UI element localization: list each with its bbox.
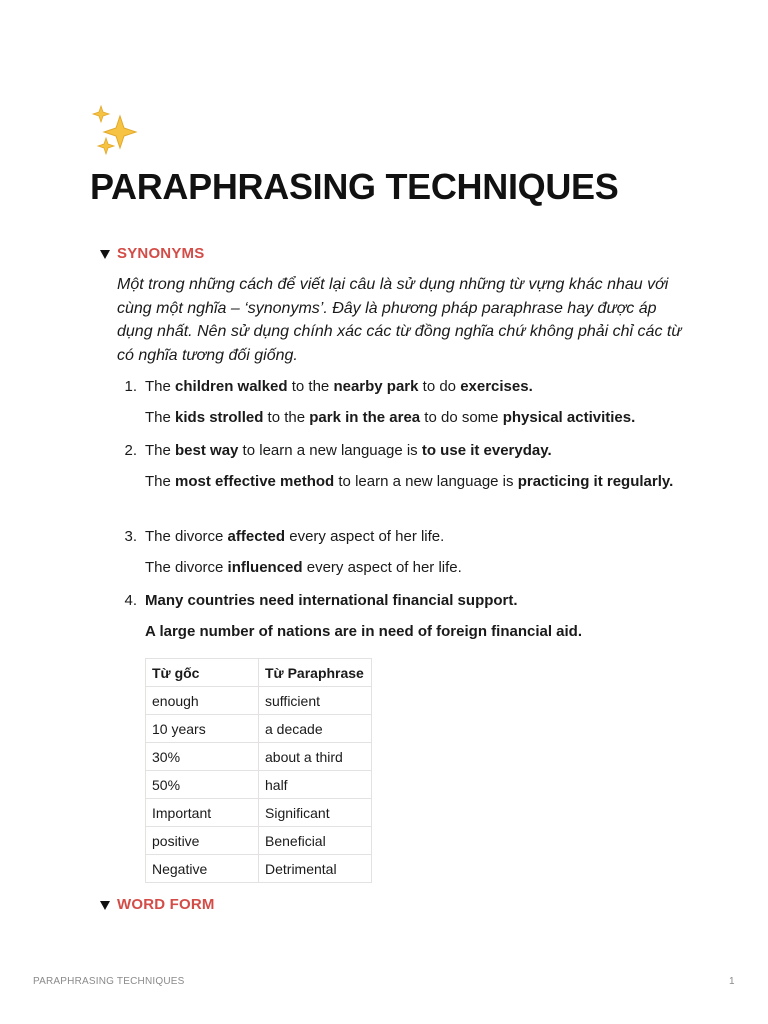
example-item [117, 525, 677, 580]
text-run: The [145, 378, 176, 395]
table-cell-original: Negative [146, 855, 259, 883]
text-run: every aspect of her life. [302, 559, 462, 576]
table-cell-original: Important [146, 799, 259, 827]
text-run: The [145, 473, 176, 490]
table-cell-original: positive [146, 827, 259, 855]
table-cell-paraphrase: Beneficial [259, 827, 372, 855]
toggle-synonyms[interactable] [100, 245, 204, 262]
bold-text-run: nearby park [333, 378, 419, 395]
example-paraphrase [145, 470, 677, 494]
example-number: 4. [124, 592, 137, 609]
text-run: to do [418, 378, 461, 395]
triangle-down-icon[interactable] [100, 250, 110, 259]
table-cell-paraphrase: half [259, 771, 372, 799]
example-number: 2. [124, 442, 137, 459]
table-row [146, 799, 372, 827]
toggle-word-form-label: WORD FORM [117, 896, 215, 913]
bold-text-run: exercises. [460, 378, 533, 395]
bold-text-run: kids strolled [175, 409, 264, 426]
synonyms-table [145, 658, 372, 883]
text-run: The divorce [145, 528, 228, 545]
sparkles-icon [90, 104, 142, 156]
example-original [145, 439, 677, 463]
table-row [146, 771, 372, 799]
table-cell-original: 10 years [146, 715, 259, 743]
table-row [146, 743, 372, 771]
table-cell-original: enough [146, 687, 259, 715]
bold-text-run: influenced [227, 559, 303, 576]
table-cell-paraphrase: a decade [259, 715, 372, 743]
table-cell-paraphrase: Significant [259, 799, 372, 827]
footer-page-number: 1 [729, 976, 735, 987]
example-paraphrase [145, 620, 677, 644]
text-run: The [145, 409, 176, 426]
text-run: to do some [420, 409, 503, 426]
table-header-cell: Từ gốc [146, 659, 259, 687]
bold-text-run: affected [227, 528, 286, 545]
table-row [146, 715, 372, 743]
table-cell-paraphrase: Detrimental [259, 855, 372, 883]
table-cell-original: 50% [146, 771, 259, 799]
text-run: The [145, 442, 176, 459]
bold-text-run: to use it everyday. [421, 442, 552, 459]
example-original [145, 525, 677, 549]
table-cell-original: 30% [146, 743, 259, 771]
bold-text-run: physical activities. [502, 409, 636, 426]
triangle-down-icon[interactable] [100, 901, 110, 910]
table-header-row [146, 659, 372, 687]
example-paraphrase [145, 406, 677, 430]
text-run: The divorce [145, 559, 228, 576]
synonyms-intro-text: Một trong những cách để viết lại câu là sử dụng những từ vựng khác nhau với cùng một nghĩa – ‘synonyms’. Đây là phương pháp paraphrase hay được áp dụng nhất. Nên sử dụng chính xác các từ đồng nghĩa chứ không phải chỉ các từ có nghĩa tương đối giống. [117, 276, 682, 364]
example-original [145, 589, 677, 613]
example-number: 3. [124, 528, 137, 545]
example-paraphrase [145, 556, 677, 580]
bold-text-run: most effective method [175, 473, 335, 490]
table-row [146, 855, 372, 883]
table-row [146, 687, 372, 715]
text-run: to the [287, 378, 334, 395]
footer-title: PARAPHRASING TECHNIQUES [33, 976, 185, 987]
text-run: every aspect of her life. [285, 528, 445, 545]
example-original [145, 375, 677, 399]
bold-text-run: children walked [175, 378, 288, 395]
bold-text-run: A large number of nations are in need of foreign financial aid. [145, 623, 583, 640]
bold-text-run: Many countries need international financial support. [145, 592, 518, 609]
table-row [146, 827, 372, 855]
text-run: to learn a new language is [238, 442, 422, 459]
example-item [117, 375, 677, 430]
text-run: to learn a new language is [334, 473, 518, 490]
table-header-cell: Từ Paraphrase [259, 659, 372, 687]
table-cell-paraphrase: about a third [259, 743, 372, 771]
text-run: to the [263, 409, 310, 426]
table-cell-paraphrase: sufficient [259, 687, 372, 715]
example-item [117, 589, 677, 644]
bold-text-run: park in the area [309, 409, 421, 426]
bold-text-run: practicing it regularly. [517, 473, 674, 490]
toggle-word-form[interactable] [100, 896, 215, 913]
example-number: 1. [124, 378, 137, 395]
example-item [117, 439, 677, 494]
bold-text-run: best way [175, 442, 239, 459]
toggle-synonyms-label: SYNONYMS [117, 245, 205, 262]
page-title: PARAPHRASING TECHNIQUES [90, 166, 619, 207]
